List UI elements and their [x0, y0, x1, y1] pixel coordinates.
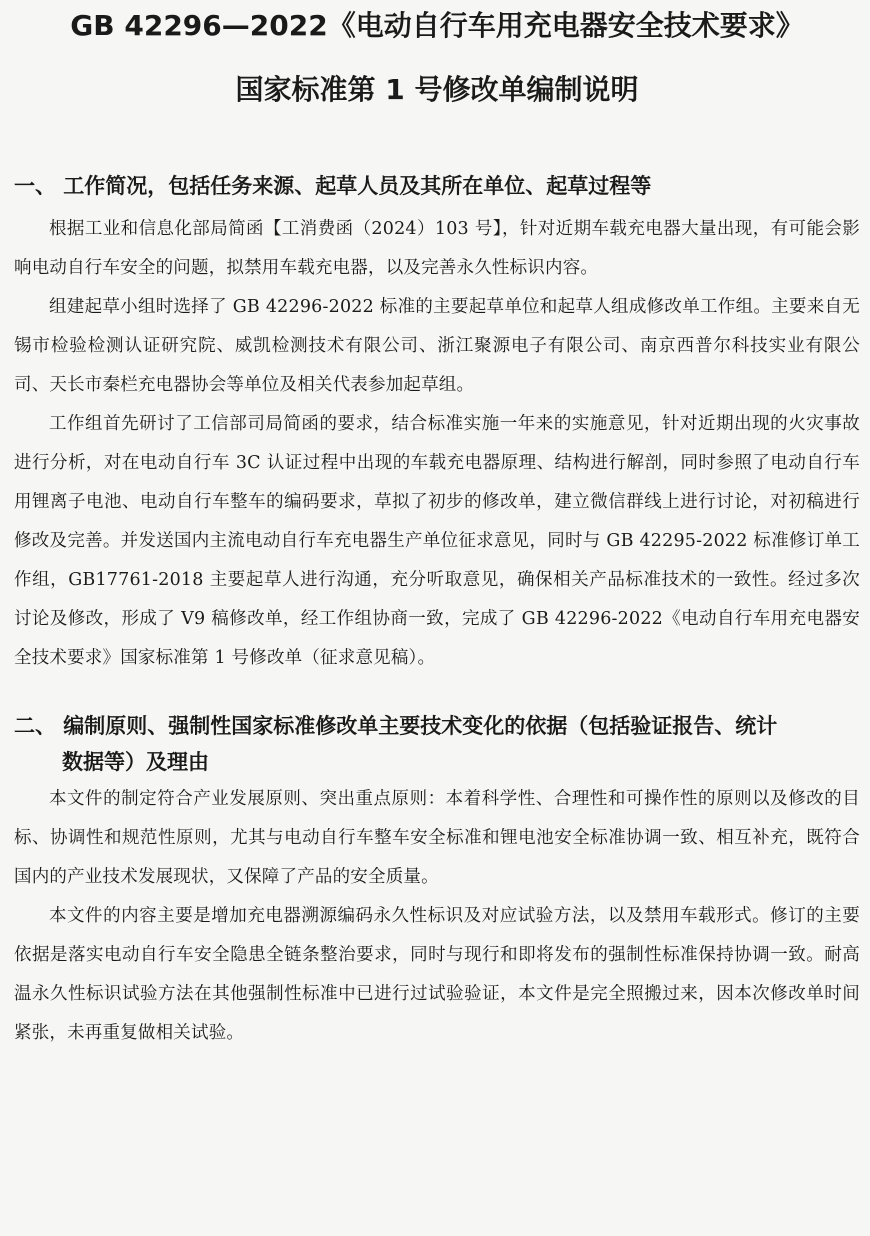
section-1-paragraph-2: 组建起草小组时选择了 GB 42296-2022 标准的主要起草单位和起草人组成修改单工作组。主要来自无锡市检验检测认证研究院、威凯检测技术有限公司、浙江聚源电子有限公司、南京西普尔科技实业有限公司、天长市秦栏充电器协会等单位及相关代表参加起草组。: [14, 297, 860, 395]
section-2-heading: [14, 708, 860, 780]
section-2-heading-line2: 数据等）及理由: [62, 750, 209, 774]
document-title-line2: 国家标准第 1 号修改单编制说明: [235, 73, 639, 106]
section-2-paragraph-1: 本文件的制定符合产业发展原则、突出重点原则：本着科学性、合理性和可操作性的原则以及修改的目标、协调性和规范性原则，尤其与电动自行车整车安全标准和锂电池安全标准协调一致、相互补充，既符合国内的产业技术发展现状，又保障了产品的安全质量。: [14, 789, 860, 887]
section-2-paragraph-2: 本文件的内容主要是增加充电器溯源编码永久性标识及对应试验方法，以及禁用车载形式。修订的主要依据是落实电动自行车安全隐患全链条整治要求，同时与现行和即将发布的强制性标准保持协调一致。耐高温永久性标识试验方法在其他强制性标准中已进行过试验验证，本文件是完全照搬过来，因本次修改单时间紧张，未再重复做相关试验。: [14, 906, 860, 1043]
section-1-paragraph-3: 工作组首先研讨了工信部司局简函的要求，结合标准实施一年来的实施意见，针对近期出现的火灾事故进行分析，对在电动自行车 3C 认证过程中出现的车载充电器原理、结构进行解剖，同时参照了电动自行车用锂离子电池、电动自行车整车的编码要求，草拟了初步的修改单，建立微信群线上进行讨论，对初稿进行修改及完善。并发送国内主流电动自行车充电器生产单位征求意见，同时与 GB 42295-2022 标准修订单工作组，GB17761-2018 主要起草人进行沟通，充分听取意见，确保相关产品标准技术的一致性。经过多次讨论及修改，形成了 V9 稿修改单，经工作组协商一致，完成了 GB 42296-2022《电动自行车用充电器安全技术要求》国家标准第 1 号修改单（征求意见稿）。: [14, 414, 860, 668]
document-title-line1: GB 42296—2022《电动自行车用充电器安全技术要求》: [70, 9, 804, 42]
section-1-heading: 一、 工作简况，包括任务来源、起草人员及其所在单位、起草过程等: [14, 174, 652, 198]
section-1-paragraph-1: 根据工业和信息化部局简函【工消费函（2024）103 号】，针对近期车载充电器大量出现，有可能会影响电动自行车安全的问题，拟禁用车载充电器，以及完善永久性标识内容。: [14, 219, 860, 278]
section-2-heading-line1: 二、 编制原则、强制性国家标准修改单主要技术变化的依据（包括验证报告、统计: [14, 714, 778, 738]
